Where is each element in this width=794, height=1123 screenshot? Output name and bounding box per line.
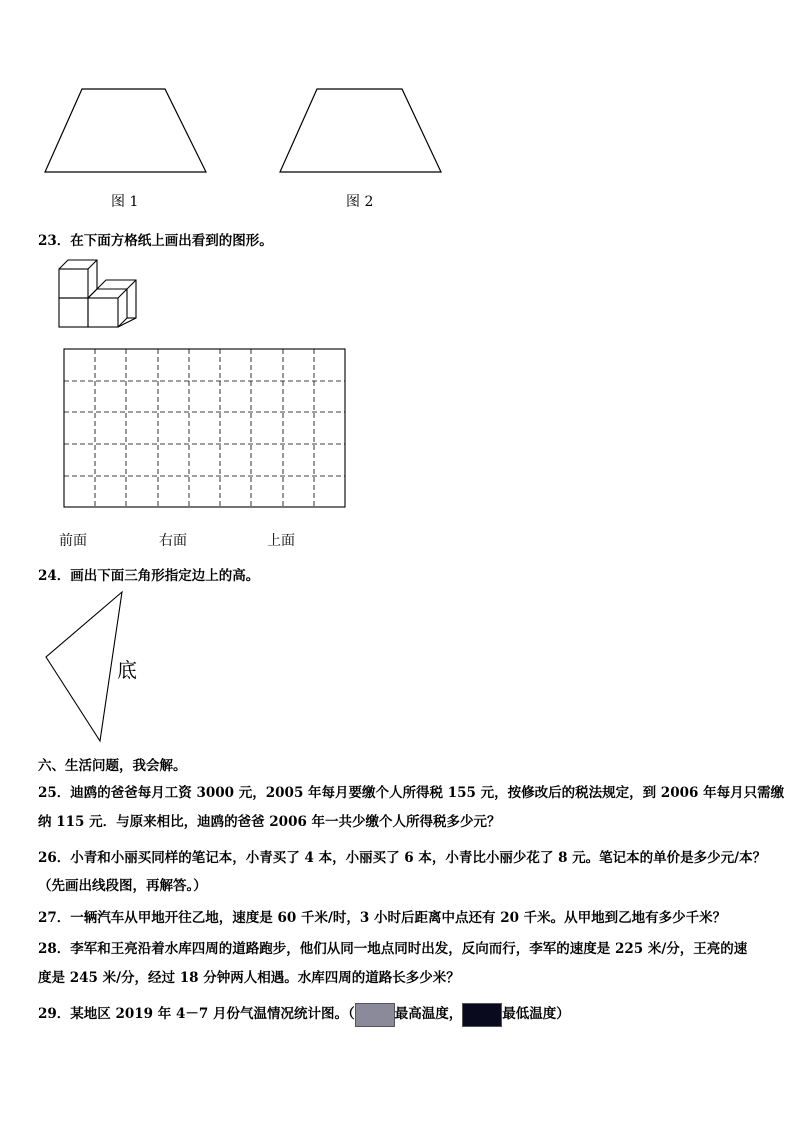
question-25-line-1: 25．迪鸥的爸爸每月工资 3000 元，2005 年每月要缴个人所得税 155 元，按修改后的税法规定，到 2006 年每月只需缴 [38,785,785,801]
figure-1-label: 图 1 [111,194,139,210]
triangle-side-label: 底 [117,658,137,682]
legend-label-low: 最低温度） [502,1006,570,1022]
question-27: 27．一辆汽车从甲地开往乙地，速度是 60 千米/时，3 小时后距离中点还有 20 千米。从甲地到乙地有多少千米？ [38,910,727,926]
question-26-line-1: 26．小青和小丽买同样的笔记本，小青买了 4 本，小丽买了 6 本，小青比小丽少花了 8 元。笔记本的单价是多少元/本？ [38,850,767,866]
legend-label-high: 最高温度， [394,1006,463,1022]
figure-2-label: 图 2 [346,194,374,210]
question-26-line-2: （先画出线段图，再解答。） [38,878,207,894]
question-28-line-1: 28．李军和王亮沿着水库四周的道路跑步，他们从同一地点同时出发，反向而行，李军的速度是 225 米/分，王亮的速 [38,941,748,957]
question-23: 23．在下面方格纸上画出看到的图形。 [38,233,273,249]
question-25-line-2: 纳 115 元．与原来相比，迪鸥的爸爸 2006 年一共少缴个人所得税多少元？ [38,814,501,830]
legend-swatch-high [355,1003,395,1027]
legend-swatch-low [462,1003,502,1027]
question-29-text: 29．某地区 2019 年 4－7 月份气温情况统计图。（ [38,1006,355,1022]
view-label-front: 前面 [59,533,87,549]
question-29 [38,1002,570,1027]
section-6-title: 六、生活问题，我会解。 [38,758,187,774]
view-label-top: 上面 [267,533,295,549]
question-24: 24．画出下面三角形指定边上的高。 [38,568,260,584]
view-label-right: 右面 [159,533,187,549]
question-28-line-2: 度是 245 米/分，经过 18 分钟两人相遇。水库四周的道路长多少米？ [38,970,460,986]
